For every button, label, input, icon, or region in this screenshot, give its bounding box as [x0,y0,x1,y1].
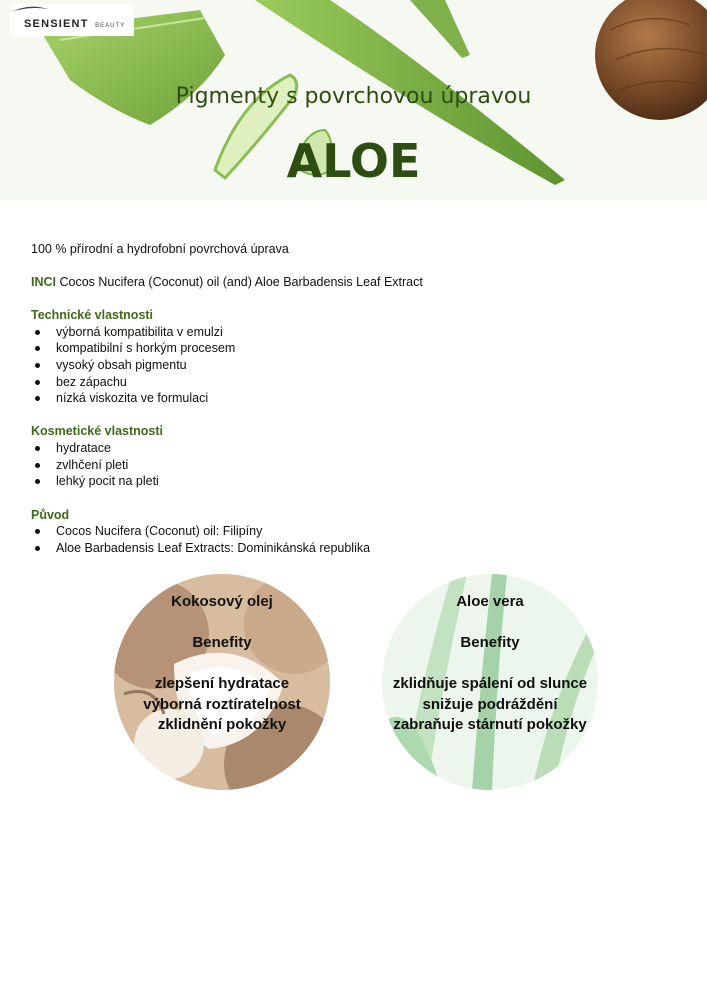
bullet-icon [35,363,40,368]
aloe-benefit-item: zabraňuje stárnutí pokožky [393,716,587,733]
coconut-benefits-label: Benefity [192,634,252,651]
inci-line [31,274,671,291]
origin-heading: Původ [31,507,70,522]
brand-subname: BEAUTY [95,23,126,29]
product-details [31,241,671,556]
page-title: ALOE [286,134,421,188]
bullet-icon [35,346,40,351]
bullet-icon [35,463,40,468]
bullet-icon [35,479,40,484]
coconut-title: Kokosový olej [171,593,273,610]
aloe-text [382,592,598,736]
intro-description: 100 % přírodní a hydrofobní povrchová úprava [31,242,289,256]
bullet-icon [35,529,40,534]
page-subtitle [0,84,707,109]
list-item: Cocos Nucifera (Coconut) oil: Filipíny [31,523,671,540]
list-item: nízká viskozita ve formulaci [31,390,671,407]
aloe-title: Aloe vera [456,593,524,610]
list-item: bez zápachu [31,374,671,391]
list-item: vysoký obsah pigmentu [31,357,671,374]
bullet-icon [35,546,40,551]
sensient-swoosh-icon [10,4,50,14]
page-subtitle-text: Pigmenty s povrchovou úpravou [175,84,532,109]
coconut-benefits-circle [114,574,330,790]
cosmetic-list [31,440,671,490]
coconut-benefit-item: zklidnění pokožky [157,716,287,733]
brand-name: SENSIENT [24,18,89,30]
coconut-benefit-item: zlepšení hydratace [154,675,290,692]
technical-heading: Technické vlastnosti [31,308,154,322]
bullet-icon [35,380,40,385]
list-item: kompatibilní s horkým procesem [31,340,671,357]
list-item: lehký pocit na pleti [31,473,671,490]
list-item: zvlhčení pleti [31,457,671,474]
brand-logo [10,4,134,36]
inci-value: Cocos Nucifera (Coconut) oil (and) Aloe Barbadensis Leaf Extract [59,275,423,289]
coconut-text [114,592,330,736]
bullet-icon [35,446,40,451]
list-item: Aloe Barbadensis Leaf Extracts: Dominikánská republika [31,540,671,557]
aloe-benefit-item: snižuje podráždění [422,695,558,713]
inci-label: INCI [31,275,56,289]
aloe-benefits-circle [382,574,598,790]
cosmetic-heading: Kosmetické vlastnosti [31,424,163,439]
aloe-benefit-item: zklidňuje spálení od slunce [392,675,588,692]
technical-list [31,324,671,407]
hero-banner [0,0,707,200]
list-item: hydratace [31,440,671,457]
origin-list [31,523,671,556]
list-item: výborná kompatibilita v emulzi [31,324,671,341]
bullet-icon [35,396,40,401]
coconut-benefit-item: výborná roztíratelnost [143,695,301,713]
aloe-benefits-label: Benefity [460,634,520,651]
bullet-icon [35,330,40,335]
